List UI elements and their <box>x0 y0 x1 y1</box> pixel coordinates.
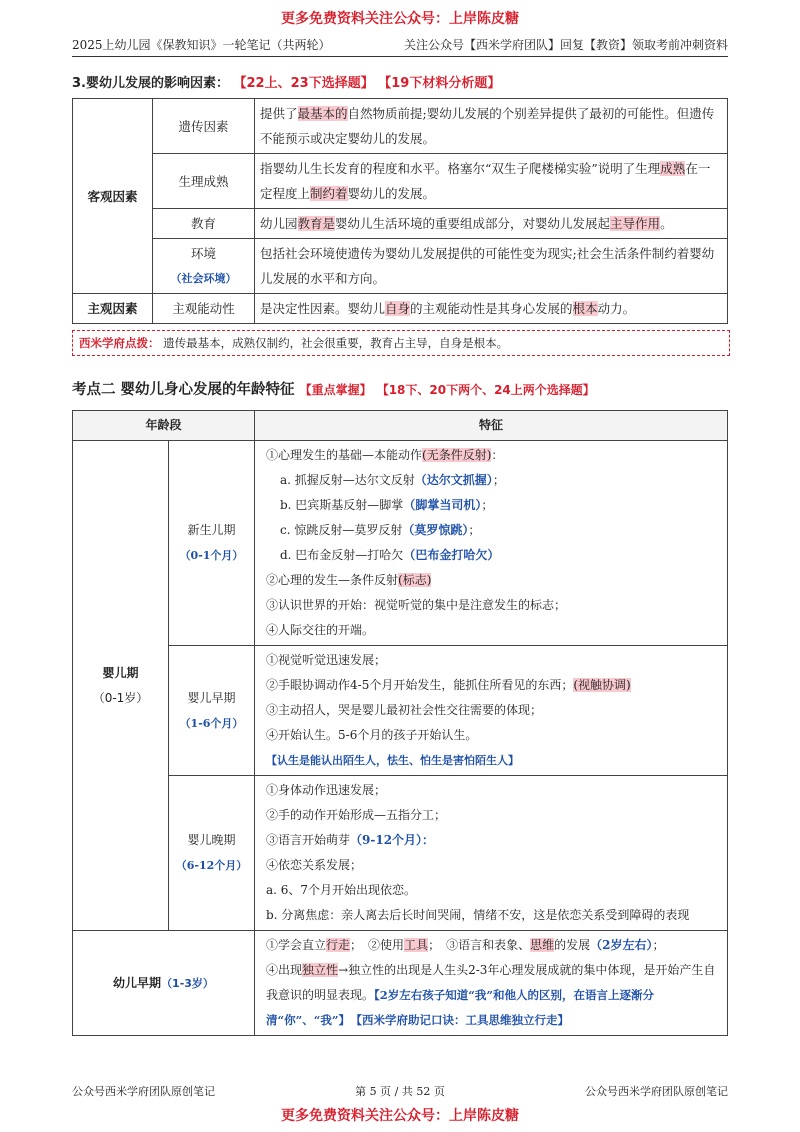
tip-box <box>72 330 730 356</box>
stage-toddler: 幼儿早期（1-3岁） <box>73 931 255 1036</box>
header-right: 关注公众号【西米学府团队】回复【教资】领取考前冲刺资料 <box>403 38 728 52</box>
factor-desc: 提供了最基本的自然物质前提;婴幼儿发展的个别差异提供了最初的可能性。但遗传不能预示或决定婴幼儿的发展。 <box>255 99 728 154</box>
subjective-factors-label: 主观因素 <box>73 294 153 324</box>
stage-infancy: 婴儿期 （0-1岁） <box>73 441 169 931</box>
table-row <box>73 294 728 324</box>
factor-desc: 幼儿园教育是婴幼儿生活环境的重要组成部分，对婴幼儿发展起主导作用。 <box>255 209 728 239</box>
top-banner: 更多免费资料关注公众号：上岸陈皮糖 <box>281 11 519 27</box>
table-row <box>73 154 728 209</box>
footer-right: 公众号西米学府团队原创笔记 <box>585 1085 728 1098</box>
table-row <box>73 646 728 776</box>
factor-name: 环境 （社会环境） <box>153 239 255 294</box>
exam-tag: 【19下材料分析题】 <box>378 76 501 91</box>
page-header <box>72 36 728 57</box>
exam-tag: 【重点掌握】 <box>299 383 372 397</box>
factor-desc: 指婴幼儿生长发育的程度和水平。格塞尔“双生子爬楼梯实验”说明了生理成熟在一定程度上制约着婴幼儿的发展。 <box>255 154 728 209</box>
factor-desc: 包括社会环境使遗传为婴幼儿发展提供的可能性变为现实;社会生活条件制约着婴幼儿发展的水平和方向。 <box>255 239 728 294</box>
table-header-row <box>73 411 728 441</box>
page-number: 第 5 页 / 共 52 页 <box>355 1085 445 1098</box>
stage-early-infancy: 婴儿早期 （1-6个月） <box>169 646 255 776</box>
stage-features: ①身体动作迅速发展； ②手的动作开始形成—五指分工； ③语言开始萌芽（9-12个月）： ④依恋关系发展； a. 6、7个月开始出现依恋。 b. 分离焦虑：亲人离去后长时间哭闹，情绪不安，这是依恋关系受到障碍的表现 <box>255 776 728 931</box>
footer-left: 公众号西米学府团队原创笔记 <box>72 1085 215 1098</box>
objective-factors-label: 客观因素 <box>73 99 153 294</box>
stage-newborn: 新生儿期 （0-1个月） <box>169 441 255 646</box>
factors-table <box>72 98 728 324</box>
stage-features: ①学会直立行走； ②使用工具； ③语言和表象、思维的发展（2岁左右）； ④出现独立性→独立性的出现是人生头2-3年心理发展成就的集中体现，是开始产生自我意识的明显表现。【2岁左右孩子知道“我”和他人的区别，在语言上逐渐分清“你”、“我”】 【西米学府助记口诀：工具思维独立行走】 <box>255 931 728 1036</box>
stage-features: ①心理发生的基础—本能动作(无条件反射)： a. 抓握反射—达尔文反射（达尔文抓握）； b. 巴宾斯基反射—脚掌（脚掌当司机）； c. 惊跳反射—莫罗反射（莫罗惊跳）； d. 巴布金反射—打哈欠（巴布金打哈欠） ②心理的发生—条件反射(标志) ③认识世界的开始：视觉听觉的集中是注意发生的标志； ④人际交往的开端。 <box>255 441 728 646</box>
stage-features: ①视觉听觉迅速发展； ②手眼协调动作4-5个月开始发生，能抓住所看见的东西；(视触协调) ③主动招人，哭是婴儿最初社会性交往需要的体现； ④开始认生。5-6个月的孩子开始认生。【认生是能认出陌生人，怯生、怕生是害怕陌生人】 <box>255 646 728 776</box>
table-row <box>73 776 728 931</box>
factor-name: 教育 <box>153 209 255 239</box>
section-3-title <box>72 72 500 91</box>
factor-name: 遗传因素 <box>153 99 255 154</box>
table-row <box>73 239 728 294</box>
table-row <box>73 441 728 646</box>
section-age-title <box>72 378 595 399</box>
section-3-title-text: 3.婴幼儿发展的影响因素： <box>72 76 229 91</box>
table-row <box>73 209 728 239</box>
age-characteristics-table <box>72 410 728 1036</box>
section-age-title-text: 考点二 婴幼儿身心发展的年龄特征 <box>72 382 295 398</box>
factor-name: 主观能动性 <box>153 294 255 324</box>
factor-desc: 是决定性因素。婴幼儿自身的主观能动性是其身心发展的根本动力。 <box>255 294 728 324</box>
table-row <box>73 99 728 154</box>
exam-tag: 【22上、23下选择题】 <box>233 76 374 91</box>
factor-name: 生理成熟 <box>153 154 255 209</box>
tip-text: 遗传最基本，成熟仅制约，社会很重要，教育占主导，自身是根本。 <box>163 336 509 350</box>
tip-label: 西米学府点拨： <box>79 336 160 350</box>
exam-tag: 【18下、20下两个、24上两个选择题】 <box>376 383 595 397</box>
col-header-age: 年龄段 <box>73 411 255 441</box>
col-header-feature: 特征 <box>255 411 728 441</box>
stage-late-infancy: 婴儿晚期 （6-12个月） <box>169 776 255 931</box>
page-footer <box>72 1083 728 1099</box>
header-left: 2025上幼儿园《保教知识》一轮笔记（共两轮） <box>72 38 331 52</box>
table-row <box>73 931 728 1036</box>
bottom-banner: 更多免费资料关注公众号：上岸陈皮糖 <box>281 1108 519 1124</box>
